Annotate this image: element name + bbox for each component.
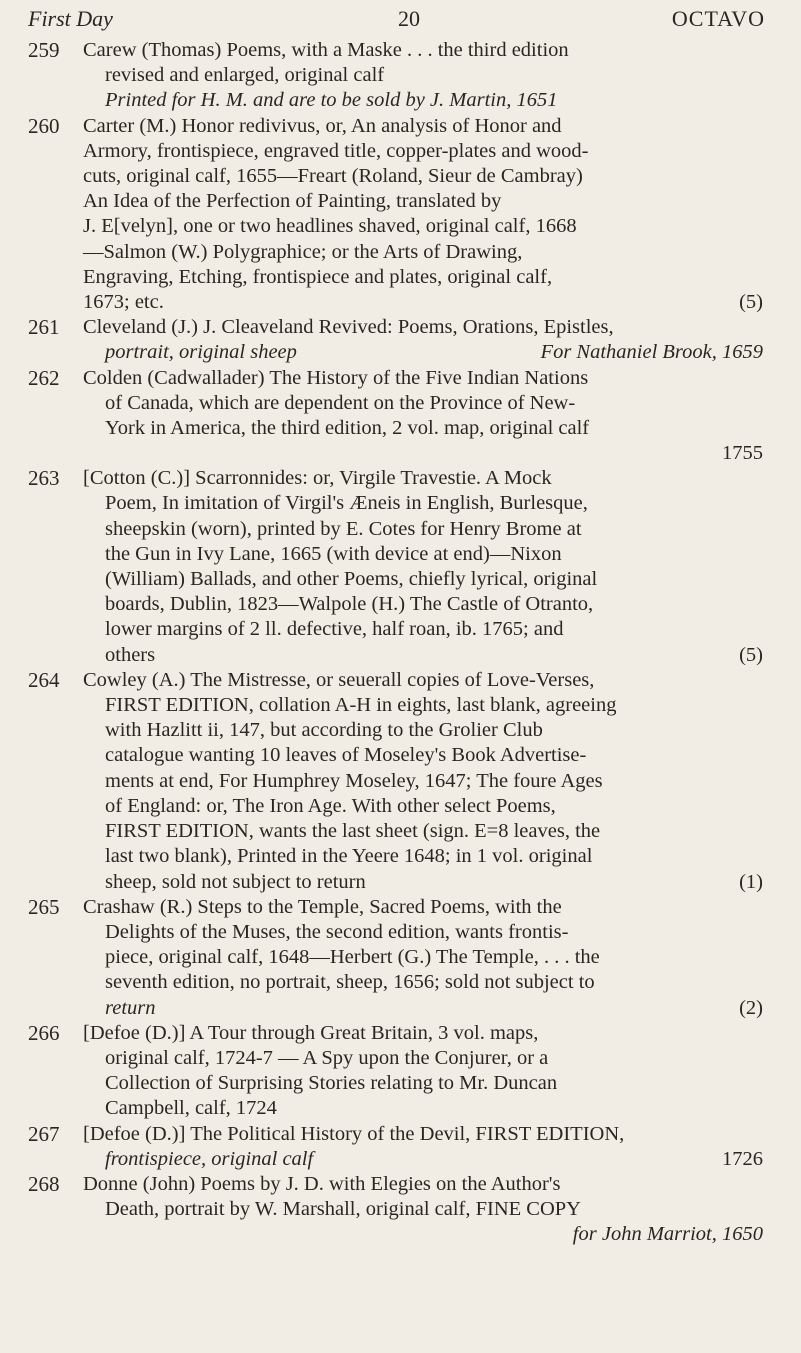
lot-number: 264 — [28, 667, 60, 692]
lot-description — [83, 1172, 763, 1247]
lot-price: (1) — [739, 870, 763, 893]
lot-line: boards, Dublin, 1823—Walpole (H.) The Castle of Otranto, — [105, 593, 594, 616]
lot-line — [83, 1222, 763, 1247]
format-label: OCTAVO — [671, 6, 765, 31]
lot-line: Crashaw (R.) Steps to the Temple, Sacred Poems, with the — [83, 895, 562, 918]
lot-imprint: For Nathaniel Brook, 1659 — [540, 341, 763, 364]
lot-line-text: frontispiece, original calf — [105, 1147, 314, 1170]
lot-price: 1755 — [722, 442, 763, 465]
lot-line: (William) Ballads, and other Poems, chiefly lyrical, original — [105, 568, 598, 591]
lot-price: (5) — [739, 643, 763, 666]
lot-description — [83, 1122, 763, 1172]
lot-description — [83, 366, 763, 467]
lot-entry — [0, 315, 801, 365]
lot-line: Poem, In imitation of Virgil's Æneis in English, Burlesque, — [105, 492, 588, 515]
lot-line-text: 1673; etc. — [83, 291, 164, 314]
lot-number: 263 — [28, 466, 60, 491]
page-number: 20 — [398, 6, 420, 31]
lot-number: 260 — [28, 113, 60, 138]
lot-line: original calf, 1724-7 — A Spy upon the Conjurer, or a — [105, 1046, 549, 1069]
lot-description — [83, 466, 763, 668]
lot-line: cuts, original calf, 1655—Freart (Roland, Sieur de Cambray) — [83, 165, 583, 188]
lot-line — [83, 870, 763, 895]
lot-description — [83, 895, 763, 1021]
lot-line: Engraving, Etching, frontispiece and plates, original calf, — [83, 265, 553, 288]
lot-line: Cowley (A.) The Mistresse, or seuerall copies of Love-Verses, — [83, 668, 595, 691]
lot-entry — [0, 668, 801, 895]
lot-entry — [0, 1122, 801, 1172]
lot-line: Donne (John) Poems by J. D. with Elegies on the Author's — [83, 1172, 561, 1195]
lot-line: Armory, frontispiece, engraved title, copper-plates and wood- — [83, 139, 589, 162]
lot-entry — [0, 366, 801, 467]
lot-line: Carter (M.) Honor redivivus, or, An analysis of Honor and — [83, 114, 562, 137]
lot-entry — [0, 1172, 801, 1247]
lot-line: FIRST EDITION, collation A-H in eights, last blank, agreeing — [105, 694, 617, 717]
lot-line: [Cotton (C.)] Scarronnides: or, Virgile Travestie. A Mock — [83, 467, 552, 490]
lot-line: lower margins of 2 ll. defective, half roan, ib. 1765; and — [105, 618, 564, 641]
lot-line-text: portrait, original sheep — [105, 341, 297, 364]
lot-price: 1726 — [722, 1147, 763, 1170]
lot-line: last two blank), Printed in the Yeere 1648; in 1 vol. original — [105, 845, 593, 868]
lot-line: An Idea of the Perfection of Painting, translated by — [83, 190, 502, 213]
lot-line: York in America, the third edition, 2 vol. map, original calf — [105, 417, 590, 440]
lot-line — [83, 340, 763, 365]
lot-number: 267 — [28, 1121, 60, 1146]
lot-line-text: sheep, sold not subject to return — [105, 870, 366, 893]
lot-line: Printed for H. M. and are to be sold by J. Martin, 1651 — [105, 89, 558, 112]
lot-entry — [0, 466, 801, 668]
lot-description — [83, 38, 763, 114]
lot-line: Campbell, calf, 1724 — [105, 1097, 277, 1120]
lot-line: —Salmon (W.) Polygraphice; or the Arts of Drawing, — [83, 240, 523, 263]
lot-line — [83, 996, 763, 1021]
lot-line: sheepskin (worn), printed by E. Cotes for Henry Brome at — [105, 517, 582, 540]
lot-description — [83, 315, 763, 365]
lot-line: Death, portrait by W. Marshall, original calf, FINE COPY — [105, 1198, 581, 1221]
lot-line: [Defoe (D.)] A Tour through Great Britain, 3 vol. maps, — [83, 1021, 539, 1044]
lot-imprint: for John Marriot, 1650 — [572, 1223, 763, 1246]
lot-number: 268 — [28, 1171, 60, 1196]
page-header — [28, 6, 765, 36]
lot-number: 266 — [28, 1020, 60, 1045]
lot-number: 262 — [28, 365, 60, 390]
lot-line: piece, original calf, 1648—Herbert (G.) The Temple, . . . the — [105, 946, 600, 969]
lot-number: 261 — [28, 315, 60, 340]
lot-entry — [0, 114, 801, 316]
section-title: First Day — [28, 6, 113, 31]
lot-number: 259 — [28, 38, 60, 62]
lot-line: Collection of Surprising Stories relating to Mr. Duncan — [105, 1072, 558, 1095]
lot-entry — [0, 1021, 801, 1122]
lot-description — [83, 1021, 763, 1122]
lot-line: [Defoe (D.)] The Political History of the Devil, FIRST EDITION, — [83, 1122, 625, 1145]
lot-line — [83, 643, 763, 668]
lot-line: Colden (Cadwallader) The History of the Five Indian Nations — [83, 366, 589, 389]
lot-line-text: others — [105, 643, 156, 666]
lot-description — [83, 668, 763, 895]
lot-entry — [0, 895, 801, 1021]
lot-line-text: return — [105, 996, 156, 1019]
lot-line: of England: or, The Iron Age. With other select Poems, — [105, 794, 556, 817]
lot-line: ments at end, For Humphrey Moseley, 1647; The foure Ages — [105, 769, 603, 792]
lot-price: (5) — [739, 291, 763, 314]
lot-line — [83, 1147, 763, 1172]
lot-line: Delights of the Muses, the second edition, wants frontis- — [105, 920, 569, 943]
lot-entry — [0, 38, 801, 114]
lot-line — [83, 290, 763, 315]
lot-line: revised and enlarged, original calf — [105, 64, 385, 87]
lot-line: Carew (Thomas) Poems, with a Maske . . . the third edition — [83, 39, 569, 61]
lot-description — [83, 114, 763, 316]
lot-number: 265 — [28, 894, 60, 919]
lot-line: seventh edition, no portrait, sheep, 1656; sold not subject to — [105, 971, 595, 994]
lot-line — [83, 441, 763, 466]
lot-price: (2) — [739, 996, 763, 1019]
lot-line: Cleveland (J.) J. Cleaveland Revived: Poems, Orations, Epistles, — [83, 316, 614, 339]
lot-line: with Hazlitt ii, 147, but according to the Grolier Club — [105, 719, 543, 742]
lot-list — [0, 38, 801, 1248]
lot-line: of Canada, which are dependent on the Province of New- — [105, 391, 576, 414]
lot-line: catalogue wanting 10 leaves of Moseley's Book Advertise- — [105, 744, 587, 767]
lot-line: J. E[velyn], one or two headlines shaved, original calf, 1668 — [83, 215, 577, 238]
lot-line: the Gun in Ivy Lane, 1665 (with device at end)—Nixon — [105, 542, 562, 565]
lot-line: FIRST EDITION, wants the last sheet (sign. E=8 leaves, the — [105, 820, 601, 843]
